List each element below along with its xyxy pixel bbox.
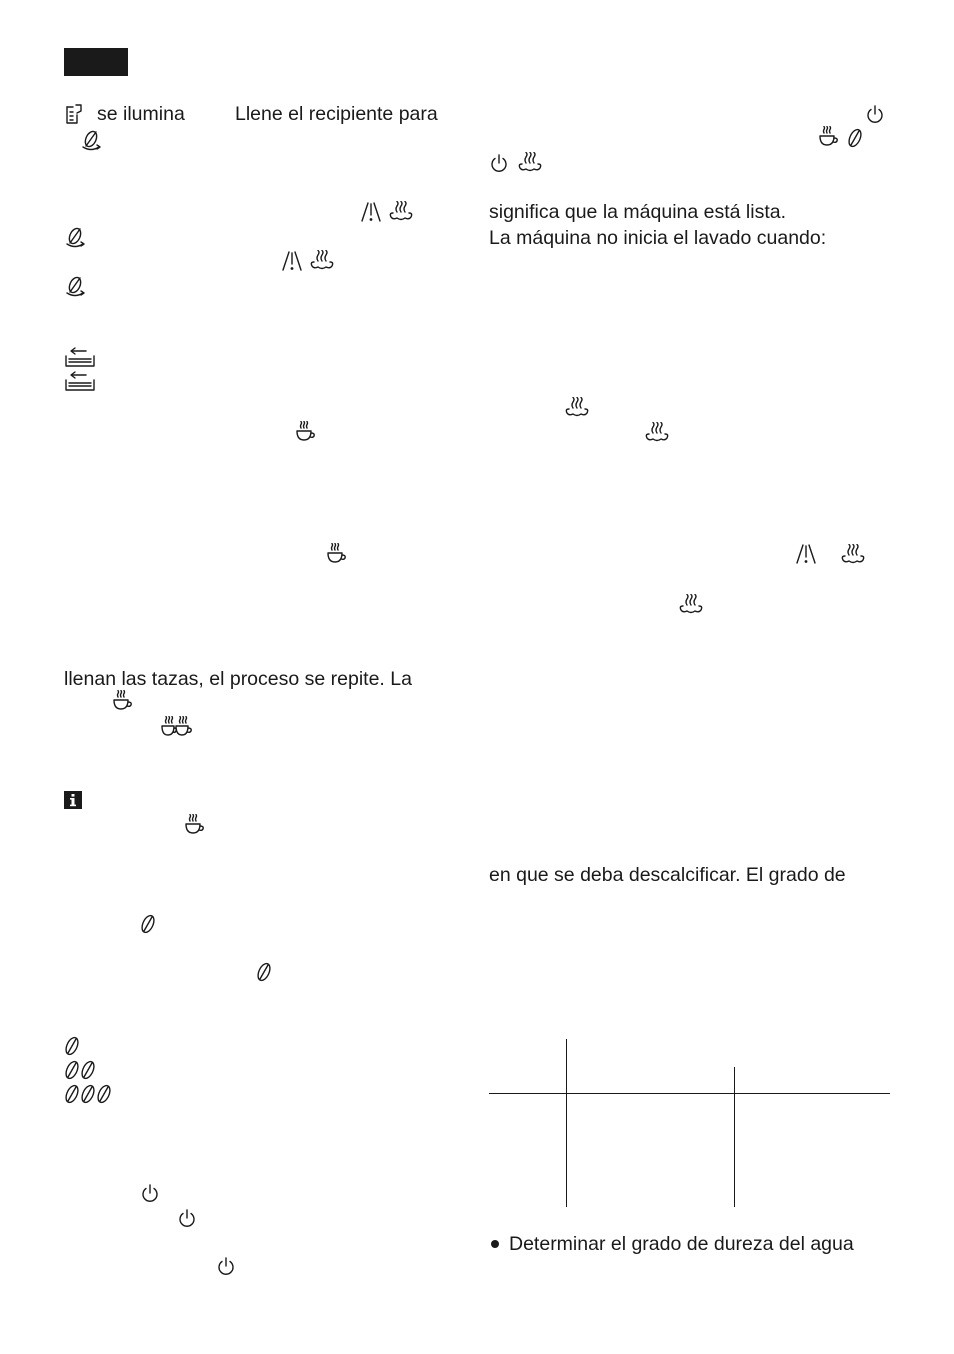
bullet-text-dureza-agua: Determinar el grado de dureza del agua — [509, 1233, 854, 1255]
left-text-llenan-tazas: llenan las tazas, el proceso se repite. La — [64, 668, 412, 690]
power-icon — [865, 104, 885, 124]
warning-icon — [793, 543, 819, 565]
steam-icon — [309, 250, 335, 270]
coffee-bean-icon — [140, 913, 156, 935]
two-beans-icon — [64, 1059, 98, 1081]
steam-icon — [678, 594, 704, 614]
water-tank-icon — [64, 103, 84, 125]
table-column-divider — [734, 1067, 735, 1207]
power-icon — [140, 1183, 160, 1203]
right-text-no-inicia-lavado: La máquina no inicia el lavado cuando: — [489, 227, 827, 249]
descale-icon — [64, 274, 88, 298]
left-text-llene-recipiente: Llene el recipiente para — [235, 103, 438, 125]
steam-icon — [644, 422, 670, 442]
coffee-bean-icon — [847, 127, 863, 149]
warning-icon — [279, 250, 305, 272]
steam-icon — [517, 152, 543, 172]
cup-icon — [325, 543, 347, 565]
right-text-maquina-lista: significa que la máquina está lista. — [489, 201, 787, 223]
drip-tray-icon — [64, 371, 96, 391]
cup-icon — [111, 690, 133, 712]
steam-icon — [388, 201, 414, 221]
coffee-bean-icon — [64, 1035, 80, 1057]
steam-icon — [840, 544, 866, 564]
info-icon — [64, 791, 82, 809]
two-cups-icon — [160, 716, 194, 738]
descale-icon — [80, 128, 104, 152]
three-beans-icon — [64, 1083, 114, 1105]
table-header-rule — [489, 1093, 890, 1094]
page-header-tab — [64, 48, 128, 76]
power-icon — [489, 153, 509, 173]
descale-icon — [64, 225, 88, 249]
steam-icon — [564, 397, 590, 417]
left-text-se-ilumina: se ilumina — [97, 103, 185, 125]
coffee-bean-icon — [256, 961, 272, 983]
cup-icon — [294, 421, 316, 443]
power-icon — [216, 1256, 236, 1276]
table-column-divider — [566, 1039, 567, 1207]
bullet-dot — [491, 1240, 499, 1248]
warning-icon — [358, 201, 384, 223]
cup-icon — [183, 814, 205, 836]
power-icon — [177, 1208, 197, 1228]
drip-tray-icon — [64, 347, 96, 367]
cup-icon — [817, 126, 839, 148]
right-text-descalcificar: en que se deba descalcificar. El grado de — [489, 864, 846, 886]
